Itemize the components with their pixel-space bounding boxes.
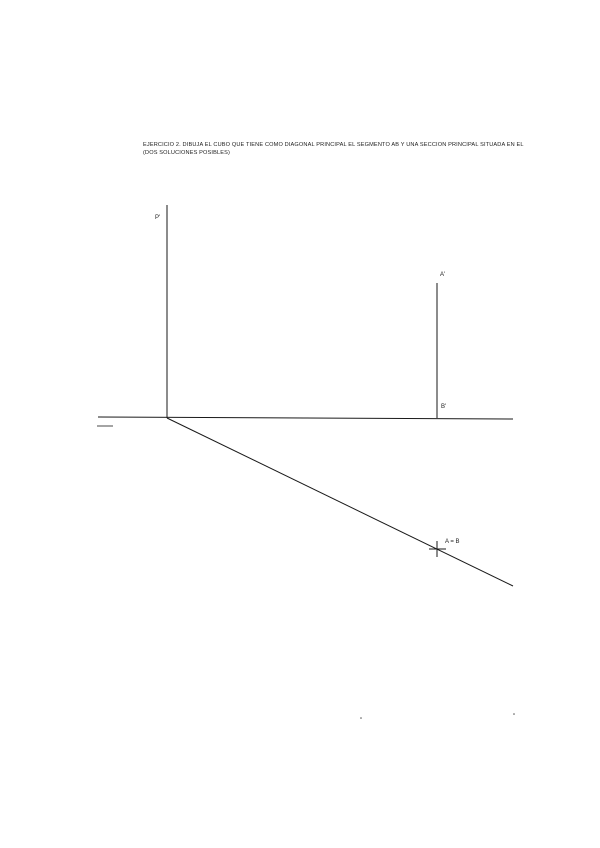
label-a-equals-b: A = B — [445, 539, 460, 545]
paper-speck — [360, 717, 362, 719]
oblique-line — [167, 418, 513, 586]
ground-line — [98, 417, 513, 419]
statement-line-2: (DOS SOLUCIONES POSIBLES) — [143, 150, 231, 156]
statement-line-1: EJERCICIO 2. DIBUJA EL CUBO QUE TIENE COMO DIAGONAL PRINCIPAL EL SEGMENTO AB Y UNA SECCION PRINCIPAL SITUADA EN EL — [143, 142, 524, 148]
label-a-prime: A' — [440, 272, 446, 278]
label-p-prime: P' — [155, 215, 161, 221]
paper-speck — [513, 713, 515, 715]
label-b-prime: B' — [441, 404, 447, 410]
